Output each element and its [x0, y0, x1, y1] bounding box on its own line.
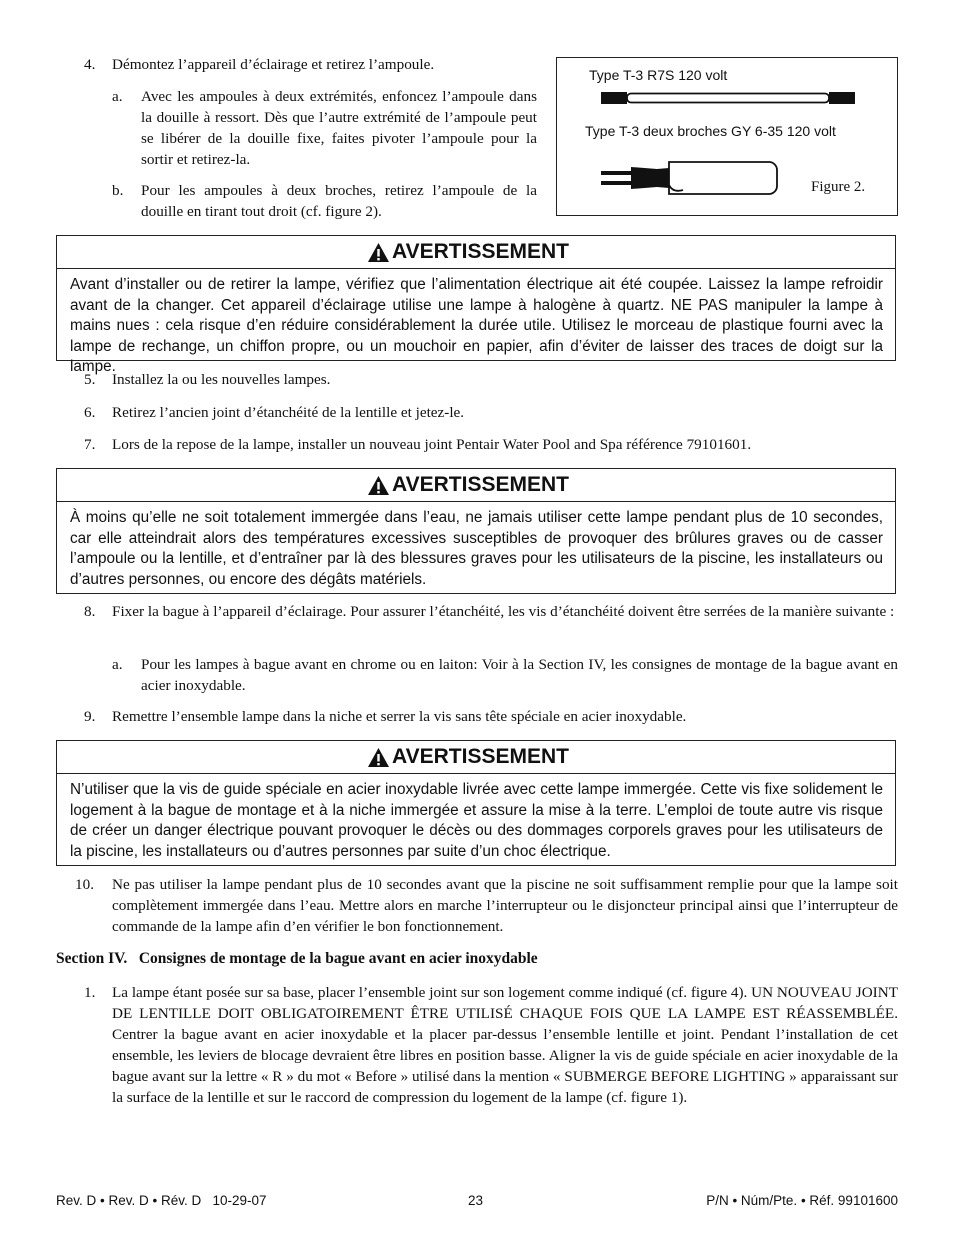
step-5-number: 5.	[84, 371, 96, 388]
figure-label-gy635: Type T-3 deux broches GY 6-35 120 volt	[585, 123, 836, 139]
section-step-1-number: 1.	[84, 984, 96, 1001]
step-4b-text: Pour les ampoules à deux broches, retirez l’ampoule de la douille en tirant tout droit (cf. figure 2).	[141, 182, 537, 220]
footer-page-number: 23	[468, 1193, 484, 1208]
step-9-number: 9.	[84, 708, 96, 725]
warning-title: AVERTISSEMENT	[392, 473, 569, 496]
step-6-text: Retirez l’ancien joint d’étanchéité de la lentille et jetez-le.	[112, 404, 465, 421]
warning-text: N’utiliser que la vis de guide spéciale en acier inoxydable livrée avec cette lampe immergée. Cette vis fixe solidement le logement à la bague de montage et à la niche immergée et assure la mise à la terre. L’emploi de toute autre vis risque de créer un danger électrique pouvant provoquer le décès ou des dommages corporels graves pour les utilisateurs de la piscine, les installateurs ou d’autres personnes par suite d’un choc électrique.	[70, 781, 883, 860]
step-4b-letter: b.	[112, 182, 124, 199]
warning-title: AVERTISSEMENT	[392, 745, 569, 768]
step-4-number: 4.	[84, 56, 96, 73]
footer-part-number: P/N • Núm/Pte. • Réf. 99101600	[706, 1193, 898, 1208]
step-8a-letter: a.	[112, 656, 123, 673]
figure-label-r7s: Type T-3 R7S 120 volt	[589, 67, 728, 83]
step-9-text: Remettre l’ensemble lampe dans la niche et serrer la vis sans tête spéciale en acier inoxydable.	[112, 708, 687, 725]
step-4-text: Démontez l’appareil d’éclairage et retirez l’ampoule.	[112, 56, 435, 73]
r7s-lamp-drawing	[601, 88, 867, 110]
step-4a-letter: a.	[112, 88, 123, 105]
warning-text: Avant d’installer ou de retirer la lampe, vérifiez que l’alimentation électrique ait été coupée. Laissez la lampe refroidir avant de la changer. Cet appareil d’éclairage utilise une lampe à halogène à quartz. NE PAS manipuler la lampe à mains nues : cela risque d’en réduire considérablement la durée utile. Utilisez le morceau de plastique fourni avec la lampe de rechange, un chiffon propre, ou un mouchoir en papier, afin d’éviter de laisser des traces de doigt sur la lampe.	[70, 276, 883, 376]
warning-triangle-icon	[367, 747, 390, 768]
warning-header	[57, 469, 895, 502]
warning-box-1	[56, 235, 896, 376]
warning-header	[57, 236, 895, 269]
warning-box-2	[56, 468, 896, 594]
warning-triangle-icon	[367, 242, 390, 263]
step-10-number: 10.	[75, 876, 94, 893]
section-step-1-text: La lampe étant posée sur sa base, placer l’ensemble joint sur son logement comme indiqué (cf. figure 4). UN NOUVEAU JOINT DE LENTILLE DOIT OBLIGATOIREMENT ÊTRE UTILISÉ CHAQUE FOIS QUE LA LAMPE EST RÉASSEMBLÉE. Centrer la bague avant en acier inoxydable et la placer par-dessus l’ensemble lentille et joint. Pendant l’installation de cet ensemble, les leviers de blocage devraient être libres en position basse. Aligner la vis de guide spéciale en acier inoxydable de la bague avant sur la lettre « R » du mot « Before » utilisé dans la mention « SUBMERGE BEFORE LIGHTING » apparaissant sur la surface de la lentille et sur le raccord de compression du logement de la lampe (cf. figure 1).	[112, 984, 898, 1106]
warning-text: À moins qu’elle ne soit totalement immergée dans l’eau, ne jamais utiliser cette lampe pendant plus de 10 secondes, car elle atteindrait alors des températures excessives susceptibles de provoquer des brûlures graves ou de casser l’ampoule ou la lentille, et d’entraîner par là des blessures graves pour les utilisateurs de la piscine, les installateurs ou d’autres personnes, ou encore des dégâts matériels.	[70, 509, 883, 588]
step-7-number: 7.	[84, 436, 96, 453]
figure-2	[556, 57, 898, 216]
warning-box-3	[56, 740, 896, 866]
warning-triangle-icon	[367, 475, 390, 496]
step-10-text: Ne pas utiliser la lampe pendant plus de 10 secondes avant que la piscine ne soit suffisamment remplie pour que la lampe soit complètement immergée dans l’eau. Mettre alors en marche l’interrupteur ou le disjoncteur principal ainsi que l’interrupteur de commande de la lampe afin d’en vérifier le bon fonctionnement.	[112, 876, 898, 935]
step-4a-text: Avec les ampoules à deux extrémités, enfoncez l’ampoule dans la douille à ressort. Dès que l’autre extrémité de l’ampoule peut se libérer de la douille fixe, faites pivoter l’ampoule pour la sortir et retirez-la.	[141, 88, 537, 168]
step-8-text: Fixer la bague à l’appareil d’éclairage. Pour assurer l’étanchéité, les vis d’étanchéité doivent être serrées de la manière suivante :	[112, 603, 895, 620]
step-8a-text: Pour les lampes à bague avant en chrome ou en laiton: Voir à la Section IV, les consignes de montage de la bague avant en acier inoxydable.	[141, 656, 898, 694]
step-7-text: Lors de la repose de la lampe, installer un nouveau joint Pentair Water Pool and Spa référence 79101601.	[112, 436, 752, 453]
footer-revision: Rev. D • Rev. D • Rév. D 10-29-07	[56, 1193, 267, 1208]
warning-header	[57, 741, 895, 774]
warning-title: AVERTISSEMENT	[392, 240, 569, 263]
gy635-lamp-drawing	[597, 159, 837, 199]
step-5-text: Installez la ou les nouvelles lampes.	[112, 371, 331, 388]
step-6-number: 6.	[84, 404, 96, 421]
section-heading: Section IV. Consignes de montage de la bague avant en acier inoxydable	[56, 950, 538, 967]
figure-caption: Figure 2.	[811, 179, 866, 195]
step-8-number: 8.	[84, 603, 96, 620]
